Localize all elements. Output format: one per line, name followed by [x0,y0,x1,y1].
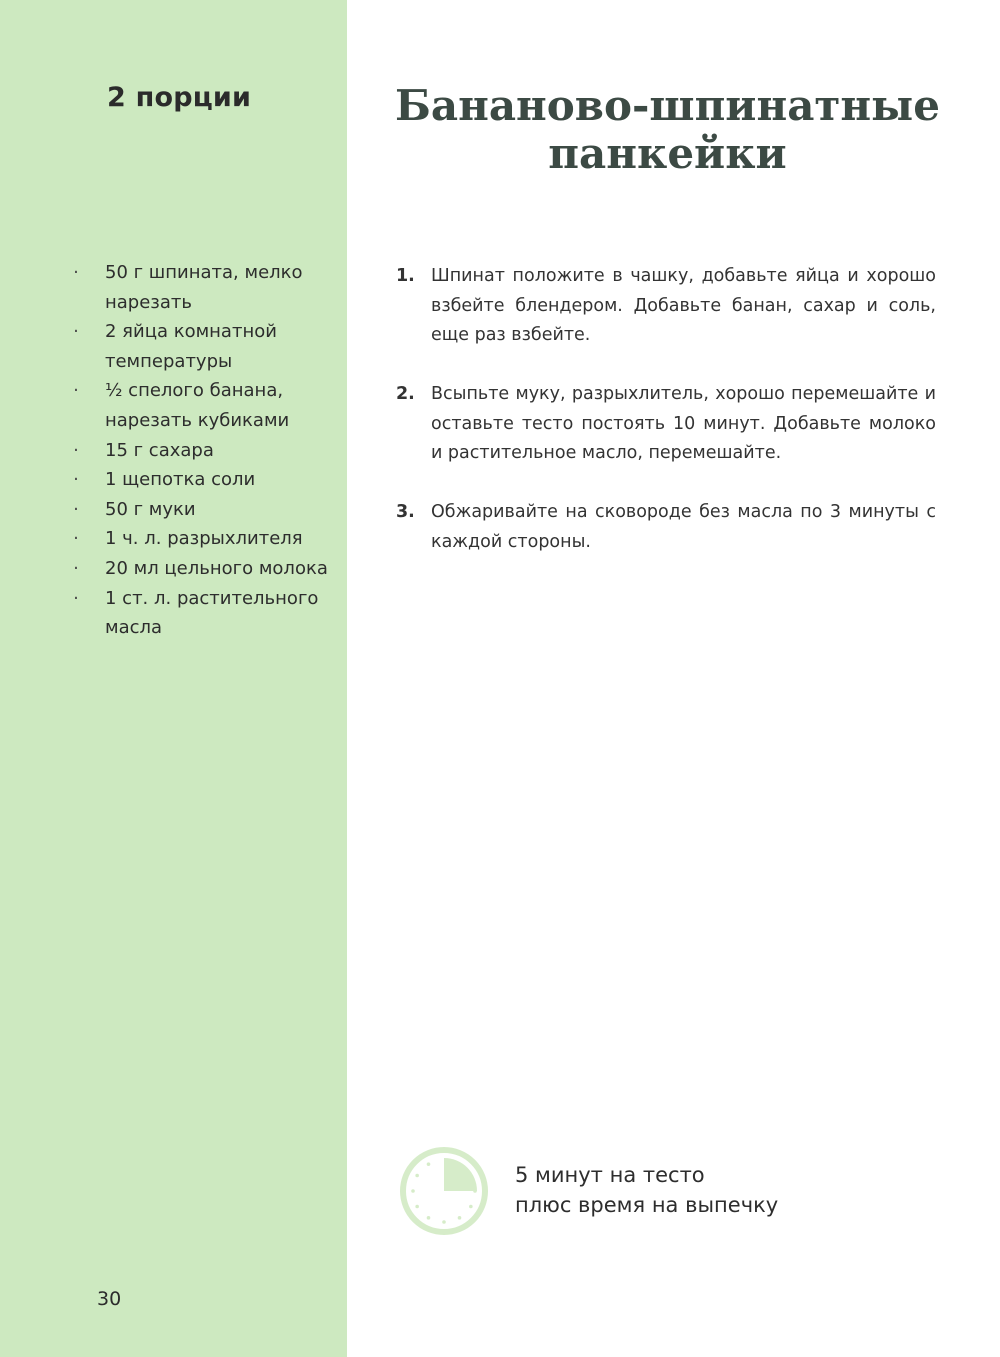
bullet-icon: · [73,557,79,579]
timer-text [515,1160,935,1220]
timer-tick [442,1220,446,1224]
page-number: 30 [97,1288,122,1310]
bullet-icon: · [73,587,79,609]
timer-tick [415,1205,419,1209]
recipe-title: Бананово-шпинатные панкейки [394,81,940,178]
ingredient-item: · 1 ч. л. разрыхлителя [72,524,342,554]
timer-tick [411,1189,415,1193]
step-text: Обжаривайте на сковороде без масла по 3 минуты с каждой стороны. [431,502,936,552]
step-item [396,498,936,557]
bullet-icon: · [73,469,79,491]
ingredient-item: · 1 ст. л. растительного масла [72,584,342,643]
ingredient-item: · 20 мл цельного молока [72,554,342,584]
timer-tick [415,1174,419,1178]
bullet-icon: · [73,498,79,520]
bullet-icon: · [73,321,79,343]
steps-list [396,262,936,587]
ingredient-item: · ½ спелого банана, нарезать кубиками [72,376,342,435]
timer-tick [427,1162,431,1166]
step-number: 2. [396,384,415,404]
ingredient-item: · 1 щепотка соли [72,465,342,495]
ingredients-list [72,258,342,643]
timer-line-2: плюс время на выпечку [515,1193,779,1217]
timer-tick [458,1216,462,1220]
timer-line-1: 5 минут на тесто [515,1163,705,1187]
step-text: Шпинат положите в чашку, добавьте яйца и хорошо взбейте блендером. Добавьте банан, сахар и соль, еще раз взбейте. [431,266,936,345]
step-item [396,380,936,469]
timer-tick [469,1205,473,1209]
step-number: 1. [396,266,415,286]
bullet-icon: · [73,528,79,550]
step-text: Всыпьте муку, разрыхлитель, хорошо перемешайте и оставьте тесто постоять 10 минут. Добавьте молоко и растительное масло, перемешайте. [431,384,936,463]
timer-tick [473,1189,477,1193]
ingredient-item: · 50 г муки [72,495,342,525]
clock-timer-icon [396,1143,492,1239]
step-item [396,262,936,351]
bullet-icon: · [73,380,79,402]
bullet-icon: · [73,262,79,283]
ingredient-item: · 2 яйца комнатной температуры [72,317,342,376]
bullet-icon: · [73,439,79,461]
step-number: 3. [396,502,415,522]
ingredients-sidebar [0,0,347,1357]
ingredient-item: · 15 г сахара [72,436,342,466]
servings-heading: 2 порции [107,82,252,113]
ingredient-item: · 50 г шпината, мелко нарезать [72,258,342,317]
timer-tick [427,1216,431,1220]
